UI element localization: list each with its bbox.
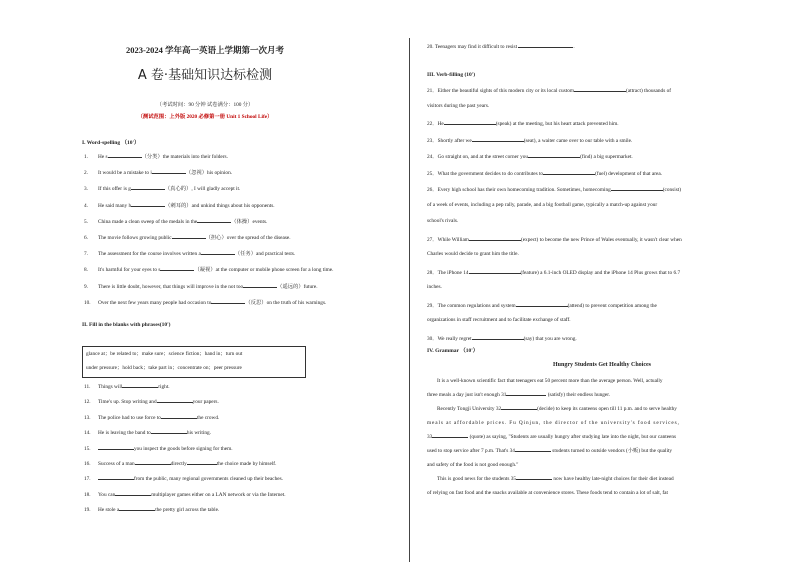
section3-heading: III. Verb-filling (10'): [427, 72, 476, 78]
answer-blank[interactable]: [516, 301, 568, 307]
blank-number: 31: [501, 392, 507, 398]
answer-blank[interactable]: [518, 42, 573, 48]
question-22: [427, 119, 619, 128]
question-continuation: Charles would decide to grant him the title.: [427, 251, 519, 257]
question-number: 3.: [84, 186, 88, 193]
passage-line: [427, 402, 757, 416]
question-text: Go straight on, and at the street corner you: [437, 154, 529, 160]
answer-blank[interactable]: [515, 446, 551, 452]
passage-text: (satisfy) their endless hunger.: [547, 392, 611, 398]
question-text: He s: [98, 154, 108, 160]
answer-blank[interactable]: [472, 334, 524, 340]
question-14: [84, 428, 211, 437]
question-13: [84, 413, 219, 422]
question-number: 16.: [84, 461, 91, 467]
question-text: （真心的）, I will gladly accept it.: [164, 186, 241, 193]
question-text: Every high school has their own homecoming tradition. Sometimes, homecoming: [437, 187, 611, 193]
question-number: 13.: [84, 414, 91, 421]
question-number: 22．: [427, 121, 438, 127]
question-27: [427, 235, 682, 244]
question-number: 6.: [84, 235, 88, 241]
question-number: 15.: [84, 445, 91, 452]
question-continuation: of a week of events, including a pep rally, parade, and a big football game, typically a match-up against your: [427, 201, 658, 208]
question-text: Either the beautiful sights of this modern city or its local custom: [437, 88, 574, 94]
question-number: 23．: [427, 137, 438, 144]
question-text: The movie follows growing public: [98, 235, 172, 241]
question-number: 12.: [84, 399, 91, 406]
answer-blank[interactable]: [157, 397, 193, 403]
question-9: [84, 282, 318, 291]
answer-blank[interactable]: [98, 444, 134, 450]
passage-line: [427, 472, 757, 486]
question-text: The assessment for the course involves written a: [98, 251, 201, 258]
answer-blank[interactable]: [197, 217, 231, 223]
answer-blank[interactable]: [574, 86, 626, 92]
question-number: 1.: [84, 154, 88, 160]
passage-line: [427, 430, 757, 444]
question-text: （分类）the materials into their folders.: [141, 154, 228, 160]
question-text: He stole a: [98, 507, 120, 514]
question-text: from the public, many regional governments cleaned up their beaches.: [134, 476, 283, 483]
question-6: [84, 233, 291, 242]
question-number: 7.: [84, 251, 88, 258]
answer-blank[interactable]: [122, 382, 158, 388]
passage-text: now have healthy late-night choices for their diet instead: [553, 476, 674, 482]
question-text: （刺耳的）and unkind things about his opponents.: [165, 202, 275, 209]
question-continuation: visitors during the past years.: [427, 102, 490, 109]
question-number: 17.: [84, 476, 91, 483]
question-text: 20. Teenagers may find it difficult to resist: [427, 44, 518, 50]
question-text: (find) a big supermarket.: [580, 154, 633, 160]
question-text: There is little doubt, however, that things will improve in the not too: [98, 283, 244, 290]
answer-blank[interactable]: [131, 184, 165, 190]
question-number: 9.: [84, 283, 88, 290]
answer-blank[interactable]: [469, 235, 521, 241]
question-28: [427, 268, 680, 277]
question-text: multiplayer games either on a LAN network or via the Internet.: [151, 491, 286, 498]
answer-blank[interactable]: [243, 282, 277, 288]
answer-blank[interactable]: [151, 428, 187, 434]
question-text: It would be a mistake to i: [98, 170, 152, 177]
question-text: China made a clean sweep of the medals in the: [98, 218, 198, 225]
passage-text: three meals a day just isn't enough: [427, 392, 500, 398]
answer-blank[interactable]: [172, 233, 206, 239]
exam-info: （考试时间：90 分钟 试卷满分：100 分）: [156, 102, 254, 108]
question-20: 20. Teenagers may find it difficult to resist .: [427, 44, 575, 50]
question-24: [427, 152, 633, 161]
question-8: [84, 265, 333, 274]
answer-blank[interactable]: [432, 432, 468, 438]
question-text: The common regulations and system: [437, 302, 516, 309]
section1-heading: I. Word-spelling （10'）: [82, 140, 140, 146]
passage-title: Hungry Students Get Healthy Choices: [552, 362, 651, 368]
question-text: （任务）and practical tests.: [234, 251, 296, 258]
question-3: [84, 184, 240, 193]
question-text: (say) that you are wrong.: [523, 335, 577, 342]
question-text: You can: [98, 491, 116, 498]
question-number: 8.: [84, 267, 88, 274]
passage-text: students turned to outside vendors (小贩) but the quality: [552, 448, 673, 454]
question-text: right.: [158, 384, 170, 390]
question-25: [427, 169, 662, 178]
question-4: [84, 201, 275, 210]
answer-blank[interactable]: [516, 474, 552, 480]
question-number: 25．: [427, 170, 438, 177]
section2-heading: II. Fill in the blanks with phrases(10'): [82, 322, 171, 328]
answer-blank[interactable]: [501, 404, 537, 410]
answer-blank[interactable]: [528, 152, 580, 158]
question-text: （忽视）his opinion.: [185, 170, 233, 177]
exam-title: 2023-2024 学年高一英语上学期第一次月考: [126, 45, 284, 55]
question-text: Things will: [98, 384, 123, 390]
question-text: While William: [437, 236, 469, 243]
question-text: （担心）over the spread of the disease.: [205, 235, 291, 241]
question-text: If this offer is g: [98, 186, 131, 193]
question-number: 21．: [427, 88, 438, 94]
question-text: He: [437, 121, 444, 127]
question-text: Shortly after we: [437, 137, 472, 144]
answer-blank[interactable]: [161, 413, 197, 419]
passage-text: (decide) to keep its canteens open till 11 p.m. and to serve healthy: [537, 406, 677, 412]
question-text: Over the next few years many people had occasion to: [98, 299, 212, 306]
question-number: 18.: [84, 491, 91, 498]
passage-line: It is a well-known scientific fact that teenagers eat 50 percent more than the average person. Well, actually: [437, 378, 663, 384]
question-text: (attract) thousands of: [625, 88, 671, 94]
answer-blank[interactable]: [611, 185, 663, 191]
question-15: [84, 444, 233, 453]
answer-blank[interactable]: [543, 169, 595, 175]
question-text: directly: [170, 461, 187, 467]
question-text: Success of a man: [98, 461, 135, 467]
passage-text: used to stop service after 7 p.m. That's: [427, 448, 509, 454]
question-continuation: organizations in staff recruitment and to facilitate exchange of staff.: [427, 317, 571, 323]
question-number: 19.: [84, 507, 91, 514]
question-continuation: inches.: [427, 284, 442, 290]
question-30: [427, 334, 577, 343]
question-text: your papers.: [192, 399, 219, 406]
blank-number: 34: [509, 448, 515, 454]
answer-blank[interactable]: [444, 119, 496, 125]
question-number: 26．: [427, 187, 438, 193]
question-17: [84, 474, 283, 483]
question-text: (attend) to prevent competition among the: [567, 302, 657, 309]
question-29: [427, 301, 657, 310]
answer-blank[interactable]: [108, 152, 142, 158]
answer-blank[interactable]: [98, 474, 134, 480]
word-box-line: under pressure；hold back；take part in；concentrate on；peer pressure: [86, 365, 242, 371]
question-number: 5.: [84, 218, 88, 225]
question-text: the pretty girl across the table.: [155, 507, 220, 514]
answer-blank[interactable]: [472, 136, 524, 142]
section4-heading: IV. Grammar （10'）: [427, 348, 479, 354]
question-text: （反思）on the truth of his warnings.: [245, 299, 327, 306]
answer-blank[interactable]: [201, 249, 235, 255]
passage-text: This is good news for the students: [437, 476, 510, 482]
question-text: We really regret: [437, 335, 472, 342]
question-12: [84, 397, 219, 406]
exam-subtitle: A 卷·基础知识达标检测: [137, 68, 273, 83]
question-26: [427, 185, 681, 194]
question-number: 30．: [427, 335, 438, 342]
answer-blank[interactable]: [119, 505, 155, 511]
answer-blank[interactable]: [469, 268, 521, 274]
passage-line: of relying on fast food and the snacks available at convenience stores. These foods tend to contain a lot of salt, fat: [427, 490, 668, 496]
question-text: What the government decides to do contributes to: [437, 170, 544, 177]
passage-line: [427, 444, 757, 458]
question-11: [84, 382, 170, 391]
answer-blank[interactable]: [211, 298, 245, 304]
question-1: [84, 152, 228, 161]
passage-line: meals at affordable prices. Fu Qinjun, the director of the university's food services,: [427, 420, 680, 426]
question-text: you inspect the goods before signing for them.: [134, 445, 233, 452]
question-18: [84, 490, 286, 499]
question-number: 28．: [427, 269, 438, 276]
question-text: (speak) at the meeting, but his heart attack prevented him.: [495, 121, 619, 127]
question-number: 2.: [84, 170, 88, 177]
question-text: (feature) a 6.1-inch OLED display and the iPhone 14 Plus grows that to 6.7: [520, 269, 681, 276]
blank-number: 35: [510, 476, 517, 482]
question-5: [84, 217, 267, 226]
question-number: 27．: [427, 236, 438, 243]
question-text: He said many h: [98, 202, 132, 209]
question-7: [84, 249, 295, 258]
question-text: （体操）events.: [231, 218, 268, 225]
word-box-line: glance at；be related to；make sure；science fiction；hand in；turn out: [86, 351, 243, 357]
question-text: （凝视）at the computer or mobile phone screen for a long time.: [194, 267, 334, 274]
question-number: 29．: [427, 302, 438, 309]
answer-blank[interactable]: [135, 459, 171, 465]
question-text: his writing.: [186, 430, 211, 437]
answer-blank[interactable]: [160, 265, 194, 271]
question-2: [84, 168, 232, 177]
question-text: (seat), a waiter came over to our table with a smile.: [523, 137, 633, 144]
passage-text: (quote) as saying, "Students are usually hungry after studying late into the night, but our canteens: [469, 434, 677, 440]
answer-blank[interactable]: [115, 490, 151, 496]
passage-line: [427, 388, 757, 402]
question-number: 10.: [84, 299, 91, 306]
question-text: It's harmful for your eyes to s: [98, 267, 161, 274]
question-number: 4.: [84, 202, 88, 209]
question-text: Time's up. Stop writing and: [98, 399, 157, 406]
question-number: 24．: [427, 154, 438, 160]
blank-number: 32: [495, 406, 502, 412]
passage-text: Recently Tongji University: [437, 406, 495, 412]
phrase-word-box: [82, 346, 306, 378]
grammar-passage: [427, 374, 757, 500]
question-text: He is leaving the band to: [98, 430, 151, 437]
question-text: (consist): [662, 187, 682, 193]
question-21: [427, 86, 671, 95]
question-text: the choice made by himself.: [216, 461, 277, 467]
test-scope: （测试范围：上外版 2020 必修第一册 Unit 1 School Life）: [137, 114, 273, 120]
question-number: 11.: [84, 384, 91, 390]
blank-number: 33: [427, 434, 433, 440]
passage-line: and safety of the food is not good enough.": [427, 462, 519, 468]
question-text: The police had to use force to: [98, 414, 161, 421]
answer-blank[interactable]: [131, 201, 165, 207]
question-16: [84, 459, 276, 468]
question-text: the crowd.: [196, 414, 220, 421]
question-10: [84, 298, 326, 307]
answer-blank[interactable]: [187, 459, 217, 465]
answer-blank[interactable]: [152, 168, 186, 174]
question-23: [427, 136, 632, 145]
question-text: (expect) to become the new Prince of Wales eventually, it wasn't clear when: [520, 236, 682, 243]
question-19: [84, 505, 219, 514]
question-number: 14.: [84, 430, 91, 437]
question-text: (fuel) development of that area.: [595, 170, 662, 177]
question-text: The iPhone 14: [437, 269, 469, 276]
answer-blank[interactable]: [506, 390, 546, 396]
question-continuation: school's rivals.: [427, 218, 459, 224]
question-text: （遥远的）future.: [277, 283, 318, 290]
